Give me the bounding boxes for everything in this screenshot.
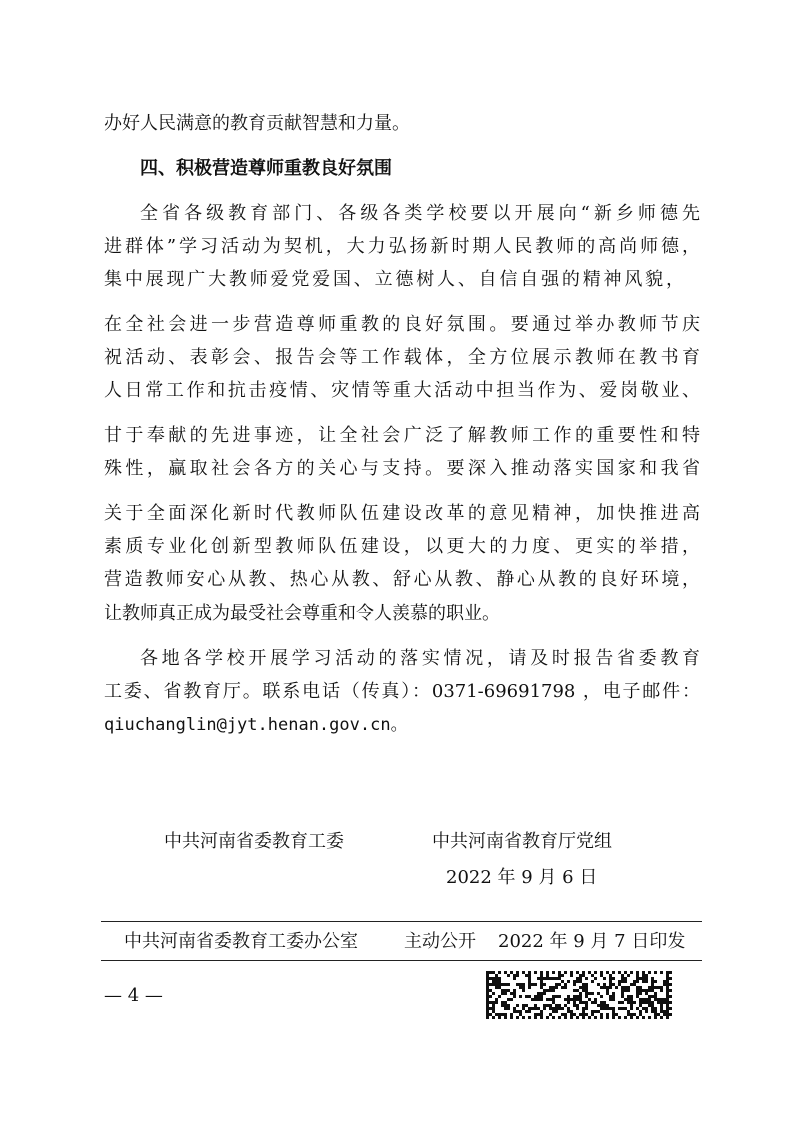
body-line-3: 全省各级教育部门、各级各类学校要以开展向“新乡师德先 xyxy=(140,203,700,224)
page-number: — 4 — xyxy=(104,985,163,1006)
footer-top-rule xyxy=(101,921,702,922)
section-heading: 四、积极营造尊师重教良好氛围 xyxy=(140,158,392,179)
footer-issuer: 中共河南省委教育工委办公室 xyxy=(124,931,358,952)
body-line-6: 在全社会进一步营造尊师重教的良好氛围。要通过举办教师节庆 xyxy=(104,314,700,335)
footer-bottom-rule xyxy=(101,960,702,961)
contact-line: 工委、省教育厅。联系电话（传真）：0371-69691798 ，电子邮件： xyxy=(104,681,700,702)
body-line-11: 关于全面深化新时代教师队伍建设改革的意见精神，加快推进高 xyxy=(104,503,700,524)
body-line-8: 人日常工作和抗击疫情、灾情等重大活动中担当作为、爱岗敬业、 xyxy=(104,380,700,401)
body-line-12: 素质专业化创新型教师队伍建设，以更大的力度、更实的举措， xyxy=(104,536,700,557)
footer-print-date: 2022 年 9 月 7 日印发 xyxy=(498,931,686,952)
email-line: qiuchanglin@jyt.henan.gov.cn。 xyxy=(104,715,408,735)
body-line-13: 营造教师安心从教、热心从教、舒心从教、静心从教的良好环境， xyxy=(104,569,700,590)
body-line-4: 进群体”学习活动为契机，大力弘扬新时期人民教师的高尚师德， xyxy=(104,236,700,257)
signature-org-1: 中共河南省委教育工委 xyxy=(164,831,344,852)
body-line-5: 集中展现广大教师爱党爱国、立德树人、自信自强的精神风貌， xyxy=(104,269,684,290)
footer-disclosure: 主动公开 xyxy=(404,931,476,952)
body-line-15: 各地各学校开展学习活动的落实情况，请及时报告省委教育 xyxy=(140,648,700,669)
body-line-10: 殊性，赢取社会各方的关心与支持。要深入推动落实国家和我省 xyxy=(104,458,700,479)
signature-date: 2022 年 9 月 6 日 xyxy=(446,867,598,888)
body-line-9: 甘于奉献的先进事迹，让全社会广泛了解教师工作的重要性和特 xyxy=(104,425,700,446)
body-line-7: 祝活动、表彰会、报告会等工作载体，全方位展示教师在教书育 xyxy=(104,347,700,368)
body-line-1: 办好人民满意的教育贡献智慧和力量。 xyxy=(104,113,410,134)
barcode xyxy=(486,970,672,1020)
body-line-14: 让教师真正成为最受社会尊重和令人羡慕的职业。 xyxy=(104,603,500,624)
signature-org-2: 中共河南省教育厅党组 xyxy=(432,831,612,852)
